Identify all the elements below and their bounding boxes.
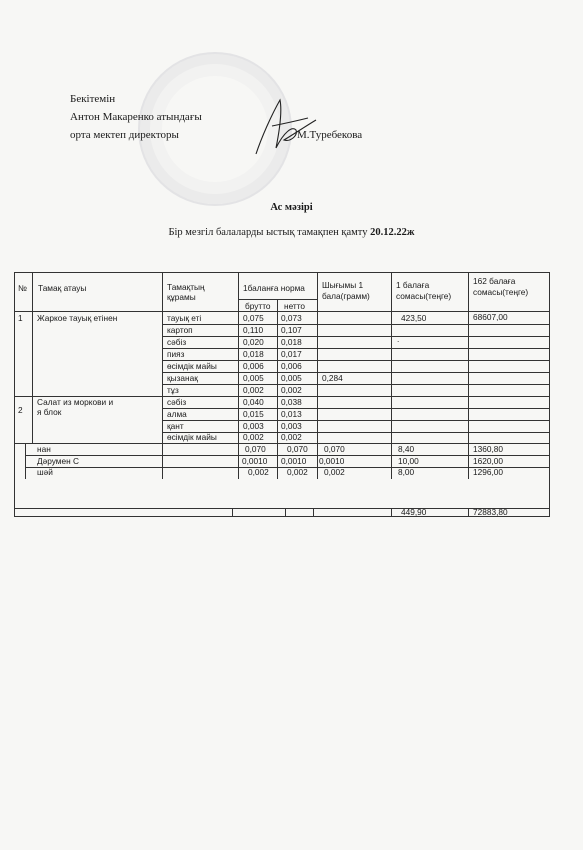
document-title: Ас мәзірі — [270, 202, 313, 213]
ingredient-brutto: 0,110 — [243, 325, 264, 335]
ingredient-name: өсімдік майы — [167, 432, 217, 442]
extra-item-price-one: 8,00 — [398, 467, 415, 477]
ingredient-brutto: 0,002 — [243, 385, 264, 395]
ingredient-brutto: 0,003 — [243, 421, 264, 431]
header-consumption-2: бала(грамм) — [322, 291, 370, 301]
ingredient-name: қант — [167, 421, 184, 431]
header-composition-2: құрамы — [167, 292, 196, 302]
ingredient-name: алма — [167, 409, 187, 419]
approval-line-3: орта мектеп директоры — [70, 129, 179, 141]
dish1-number: 1 — [18, 313, 23, 323]
ingredient-name: картоп — [167, 325, 193, 335]
ingredient-name: сәбіз — [167, 337, 187, 347]
dish2-number: 2 — [18, 405, 23, 415]
ingredient-netto: 0,073 — [281, 313, 302, 323]
ingredient-brutto: 0,075 — [243, 313, 264, 323]
extra-item-netto: 0,002 — [287, 467, 308, 477]
menu-table — [14, 272, 550, 517]
header-price162-2: сомасы(теңге) — [473, 287, 529, 297]
director-name: М.Туребекова — [297, 129, 363, 141]
total-price-one: 449,90 — [401, 507, 427, 517]
dish1-price-one: 423,50 — [401, 313, 427, 323]
header-price1-2: сомасы(теңге) — [396, 291, 452, 301]
header-price162-1: 162 балаға — [473, 276, 516, 286]
extra-item-price-162: 1360,80 — [473, 444, 503, 454]
header-netto: нетто — [284, 301, 306, 311]
document-subtitle — [0, 227, 583, 238]
ingredient-brutto: 0,015 — [243, 409, 264, 419]
dish2-name-line2: я блок — [37, 407, 62, 417]
header-dish: Тамақ атауы — [38, 283, 87, 293]
header-brutto: брутто — [245, 301, 271, 311]
extra-item-name: нан — [37, 444, 51, 454]
header-consumption-1: Шығымы 1 — [322, 280, 364, 290]
ingredient-brutto: 0,018 — [243, 349, 264, 359]
approval-line-1: Бекітемін — [70, 93, 116, 105]
ingredient-name: сәбіз — [167, 397, 187, 407]
extra-item-consumption: 0,0010 — [319, 456, 345, 466]
extra-item-price-162: 1296,00 — [473, 467, 503, 477]
header-composition-1: Тамақтың — [167, 282, 205, 292]
ingredient-netto: 0,003 — [281, 421, 302, 431]
dish1-price-162: 68607,00 — [473, 312, 508, 322]
ingredient-netto: 0,038 — [281, 397, 302, 407]
ingredient-name: тұз — [167, 385, 179, 395]
ingredient-brutto: 0,020 — [243, 337, 264, 347]
total-price-162: 72883,80 — [473, 507, 508, 517]
ingredient-netto: 0,017 — [281, 349, 302, 359]
extra-item-name: шәй — [37, 467, 53, 477]
extra-item-brutto: 0,002 — [248, 467, 269, 477]
header-price1-1: 1 балаға — [396, 280, 430, 290]
ingredient-netto: 0,002 — [281, 385, 302, 395]
extra-item-consumption: 0,070 — [324, 444, 345, 454]
ingredient-netto: 0,005 — [281, 373, 302, 383]
ingredient-brutto: 0,005 — [243, 373, 264, 383]
dish2-name-line1: Салат из моркови и — [37, 397, 114, 407]
extra-item-brutto: 0,070 — [245, 444, 266, 454]
ingredient-name: өсімдік майы — [167, 361, 217, 371]
ingredient-netto: 0,107 — [281, 325, 302, 335]
extra-item-brutto: 0,0010 — [242, 456, 268, 466]
ingredient-name: қызанақ — [167, 373, 198, 383]
header-norm: 1баланға норма — [243, 283, 305, 293]
extra-item-price-162: 1620,00 — [473, 456, 503, 466]
extra-item-consumption: 0,002 — [324, 467, 345, 477]
dish1-name: Жаркое тауық етінен — [37, 313, 118, 323]
extra-item-price-one: 8,40 — [398, 444, 415, 454]
subtitle-text: Бір мезгіл балаларды ыстық тамақпен қамту — [168, 227, 371, 238]
extra-item-name: Дәрумен С — [37, 456, 80, 466]
approval-line-2: Антон Макаренко атындағы — [70, 111, 202, 123]
ingredient-brutto: 0,006 — [243, 361, 264, 371]
ingredient-netto: 0,018 — [281, 337, 302, 347]
ingredient-brutto: 0,040 — [243, 397, 264, 407]
dish1-consumption: 0,284 — [322, 373, 343, 383]
extra-item-netto: 0,0010 — [281, 456, 307, 466]
header-num: № — [18, 283, 27, 293]
ingredient-netto: 0,013 — [281, 409, 302, 419]
director-signature — [250, 96, 320, 158]
ingredient-brutto: 0,002 — [243, 432, 264, 442]
ingredient-netto: 0,002 — [281, 432, 302, 442]
extra-item-price-one: 10,00 — [398, 456, 419, 466]
ingredient-netto: 0,006 — [281, 361, 302, 371]
stray-dot-mark: . — [397, 334, 400, 344]
ingredient-name: тауық еті — [167, 313, 202, 323]
ingredient-name: пияз — [167, 349, 185, 359]
extra-item-netto: 0,070 — [287, 444, 308, 454]
menu-date: 20.12.22ж — [370, 227, 415, 238]
